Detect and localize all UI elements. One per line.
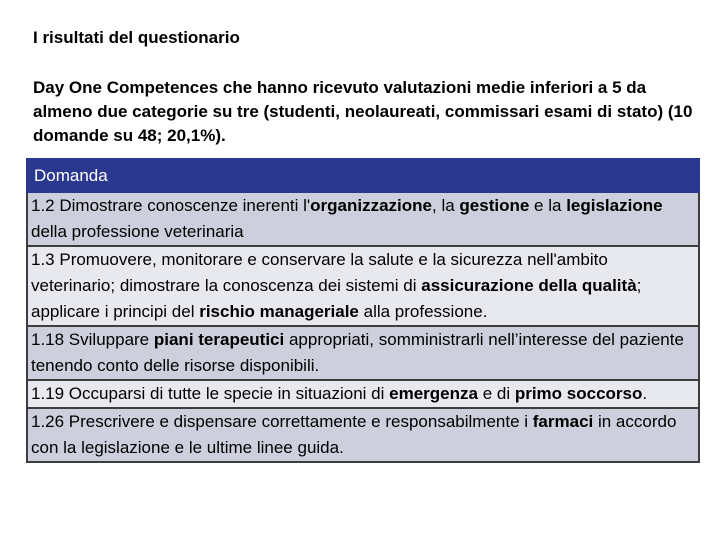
question-cell [27,326,699,380]
question-text: ; applicare i principi del [31,276,642,321]
question-text: , la [432,196,460,215]
question-text: e la [529,196,567,215]
question-text: alla professione. [358,302,488,321]
question-keyword: farmaci [532,412,594,431]
question-cell [27,408,699,462]
column-header-domanda: Domanda [27,159,699,192]
table-row [27,192,699,246]
question-text: 1.2 Dimostrare conoscenze inerenti l' [31,196,311,215]
slide-subtitle: Day One Competences che hanno ricevuto valutazioni medie inferiori a 5 da almeno due categorie su tre (studenti, neolaureati, commissari esami di stato) (10 domande su 48; 20,1%). [33,78,693,145]
question-text: della professione veterinaria [31,222,244,241]
table-row [27,380,699,408]
table-row [27,326,699,380]
question-keyword: emergenza [389,384,478,403]
question-text: e di [477,384,515,403]
question-keyword: piani terapeutici [153,330,285,349]
table-row [27,246,699,326]
question-cell [27,192,699,246]
question-keyword: organizzazione [310,196,433,215]
question-text: 1.19 Occuparsi di tutte le specie in situazioni di [31,384,390,403]
question-text: 1.3 Promuovere, monitorare e conservare la salute e la sicurezza nell'ambito veterinario; dimostrare la conoscenza dei sistemi di [31,250,608,295]
question-text: 1.26 Prescrivere e dispensare correttamente e responsabilmente i [31,412,533,431]
question-cell [27,380,699,408]
question-keyword: gestione [459,196,530,215]
question-keyword: primo soccorso [514,384,643,403]
question-text: appropriati, somministrarli nell’interesse del paziente tenendo conto delle risorse disponibili. [31,330,684,375]
question-text: 1.18 Sviluppare [31,330,154,349]
table-row [27,408,699,462]
question-cell [27,246,699,326]
question-keyword: assicurazione della qualità [421,276,637,295]
question-keyword: rischio manageriale [199,302,359,321]
table-header-row [27,159,699,192]
questions-table [26,158,700,463]
slide-title: I risultati del questionario [33,28,240,47]
question-keyword: legislazione [566,196,663,215]
question-text: in accordo con la legislazione e le ultime linee guida. [31,412,677,457]
question-text: . [642,384,648,403]
table-body [27,192,699,462]
